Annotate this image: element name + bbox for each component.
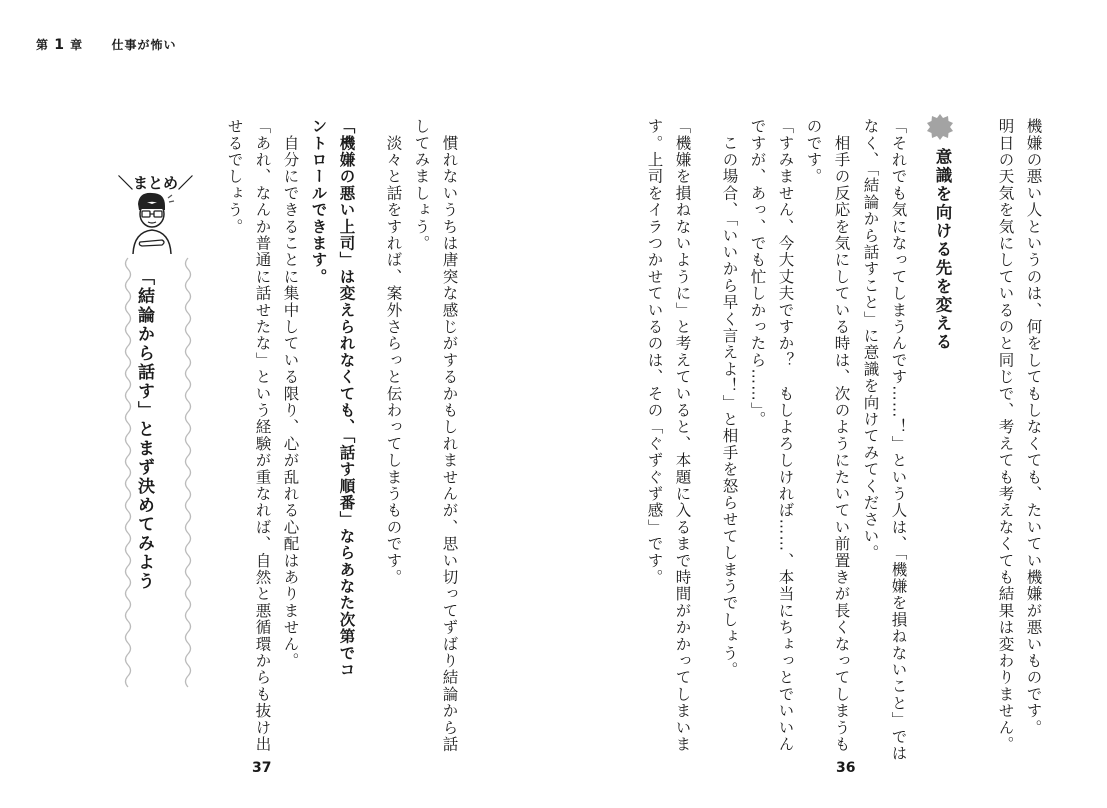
left-text-line-5: ントロールできます。 — [309, 118, 328, 285]
right-intro-line-1: 機嫌の悪い人というのは、何をしてもしなくても、たいてい機嫌が悪いものです。 — [1024, 118, 1043, 736]
left-text-line-7: 「あれ、なんか普通に話せたな」という経験が重なれば、自然と悪循環からも抜け出 — [253, 118, 272, 753]
left-text-line-6: 自分にできることに集中している限り、心が乱れる心配はありません。 — [281, 118, 300, 670]
right-text-line-3: 相手の反応を気にしている時は、次のようにたいてい前置きが長くなってしまうも — [832, 118, 851, 753]
left-text-line-8: せるでしょう。 — [225, 118, 244, 235]
right-text-line-9: す。上司をイラつかせているのは、その「ぐずぐず感」です。 — [645, 118, 664, 586]
chapter-number: 1 — [54, 37, 65, 53]
page-number-right: 36 — [836, 760, 856, 776]
right-text-line-7: この場合、「いいから早く言えよ！」と相手を怒らせてしまうでしょう。 — [720, 118, 739, 679]
right-text-line-8: 「機嫌を損ねないように」と考えていると、本題に入るまで時間がかかってしまいま — [673, 118, 692, 753]
right-text-line-5: 「すみません、今大丈夫ですか？ もしよろしければ……、本当にちょっとでいいん — [776, 118, 795, 753]
chapter-prefix: 第 — [36, 38, 50, 52]
section-heading: 意識を向ける先を変える — [933, 148, 952, 352]
chapter-suffix: 章 — [70, 38, 84, 52]
left-text-line-4: 「機嫌の悪い上司」は変えられなくても、「話す順番」ならあなた次第でコ — [337, 118, 356, 679]
left-text-line-1: 慣れないうちは唐突な感じがするかもしれませんが、思い切ってずばり結論から話 — [440, 118, 459, 753]
right-text-line-6: ですが、あっ、でも忙しかったら……」。 — [748, 118, 767, 428]
person-illustration-icon — [128, 190, 176, 254]
left-text-line-3: 淡々と話をすれば、案外さらっと伝わってしまうものです。 — [384, 118, 403, 586]
right-text-line-1: 「それでも気になってしまうんです……！」という人は、「機嫌を損ねないこと」では — [889, 118, 908, 762]
gear-icon — [927, 114, 953, 140]
chapter-header — [36, 36, 177, 53]
page-number-left: 37 — [252, 760, 272, 776]
summary-label: ＼まとめ／ — [118, 174, 194, 192]
summary-text: 「結論から話す」とまず決めてみよう — [134, 268, 154, 591]
right-text-line-2: なく、「結論から話すこと」に意識を向けてみてください。 — [861, 118, 880, 562]
chapter-title: 仕事が怖い — [111, 38, 177, 52]
right-text-line-4: のです。 — [804, 118, 823, 185]
right-intro-line-2: 明日の天気を気にしているのと同じで、考えても考えなくても結果は変わりません。 — [996, 118, 1015, 753]
left-text-line-2: してみましょう。 — [412, 118, 431, 252]
